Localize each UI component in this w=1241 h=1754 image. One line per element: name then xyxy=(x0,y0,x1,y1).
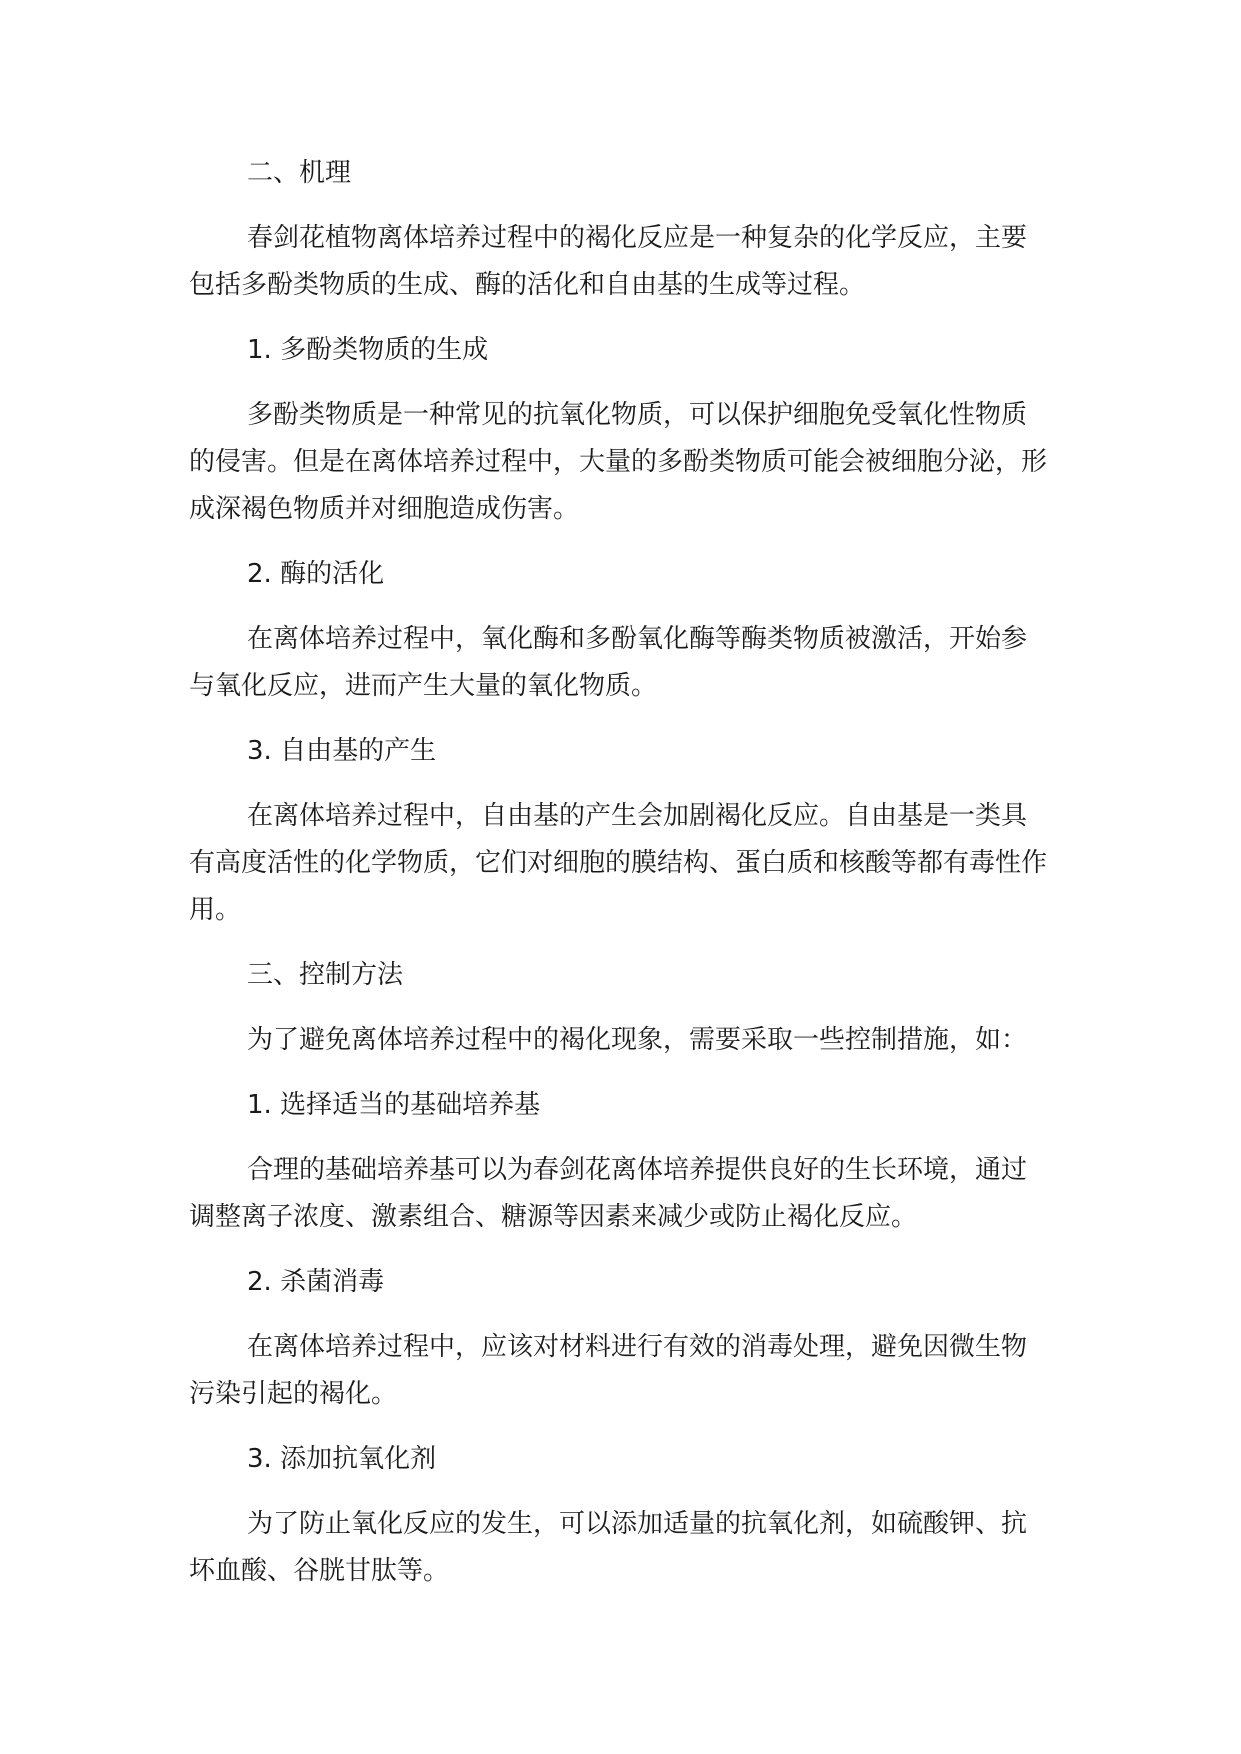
section-heading-mechanism: 二、机理 xyxy=(247,158,352,188)
subheading-antioxidants: 3. 添加抗氧化剂 xyxy=(247,1444,437,1474)
paragraph-control-intro: 为了避免离体培养过程中的褐化现象，需要采取一些控制措施，如： xyxy=(247,1025,1028,1055)
document-body xyxy=(189,150,1049,1613)
paragraph-polyphenol-generation: 多酚类物质是一种常见的抗氧化物质，可以保护细胞免受氧化性物质的侵害。但是在离体培养过程中，大量的多酚类物质可能会被细胞分泌，形成深褐色物质并对细胞造成伤害。 xyxy=(189,400,1048,524)
section-heading-control-methods: 三、控制方法 xyxy=(247,960,404,990)
paragraph-sterilization: 在离体培养过程中，应该对材料进行有效的消毒处理，避免因微生物污染引起的褐化。 xyxy=(189,1332,1028,1409)
paragraph-free-radicals: 在离体培养过程中，自由基的产生会加剧褐化反应。自由基是一类具有高度活性的化学物质，它们对细胞的膜结构、蛋白质和核酸等都有毒性作用。 xyxy=(189,801,1048,925)
subheading-polyphenol-generation: 1. 多酚类物质的生成 xyxy=(247,335,489,365)
paragraph-enzyme-activation: 在离体培养过程中，氧化酶和多酚氧化酶等酶类物质被激活，开始参与氧化反应，进而产生大量的氧化物质。 xyxy=(189,624,1028,701)
subheading-free-radicals: 3. 自由基的产生 xyxy=(247,736,437,766)
subheading-sterilization: 2. 杀菌消毒 xyxy=(247,1267,385,1297)
subheading-basal-medium: 1. 选择适当的基础培养基 xyxy=(247,1090,541,1120)
paragraph-basal-medium: 合理的基础培养基可以为春剑花离体培养提供良好的生长环境，通过调整离子浓度、激素组合、糖源等因素来减少或防止褐化反应。 xyxy=(189,1155,1028,1232)
subheading-enzyme-activation: 2. 酶的活化 xyxy=(247,559,385,589)
paragraph-antioxidants: 为了防止氧化反应的发生，可以添加适量的抗氧化剂，如硫酸钾、抗坏血酸、谷胱甘肽等。 xyxy=(189,1509,1028,1586)
paragraph-mechanism-intro: 春剑花植物离体培养过程中的褐化反应是一种复杂的化学反应，主要包括多酚类物质的生成、酶的活化和自由基的生成等过程。 xyxy=(189,223,1028,300)
